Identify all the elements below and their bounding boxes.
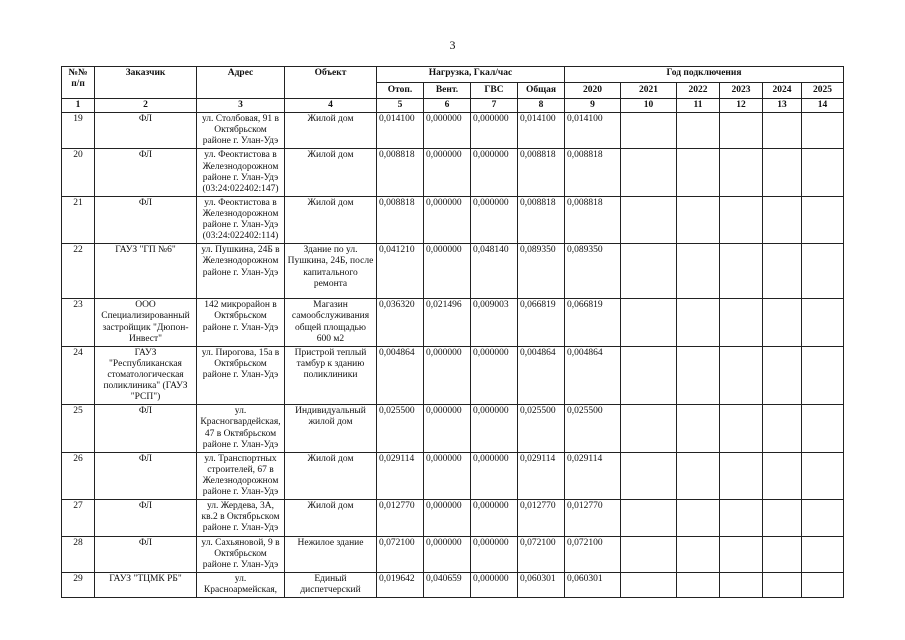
object-cell: Жилой дом (285, 113, 377, 149)
customer-cell: ФЛ (95, 452, 197, 499)
column-number: 6 (424, 99, 471, 113)
header-year-col: 2024 (763, 83, 802, 99)
empty-year-cell (802, 536, 844, 572)
empty-year-cell (720, 452, 763, 499)
object-cell: Здание по ул. Пушкина, 24Б, после капитального ремонта (285, 244, 377, 299)
address-cell: ул. Жердева, 3А, кв.2 в Октябрьском районе г. Улан-Удэ (197, 500, 285, 536)
load-total-cell: 0,008818 (518, 196, 565, 243)
column-number: 12 (720, 99, 763, 113)
customer-cell: ФЛ (95, 149, 197, 196)
empty-year-cell (802, 572, 844, 597)
row-number: 26 (62, 452, 95, 499)
row-number: 27 (62, 500, 95, 536)
load-hot-water-cell: 0,000000 (471, 149, 518, 196)
connection-table (61, 66, 844, 598)
customer-cell: ФЛ (95, 500, 197, 536)
empty-year-cell (802, 405, 844, 452)
empty-year-cell (621, 244, 677, 299)
empty-year-cell (763, 536, 802, 572)
load-ventilation-cell: 0,000000 (424, 244, 471, 299)
load-hot-water-cell: 0,009003 (471, 299, 518, 346)
load-hot-water-cell: 0,000000 (471, 113, 518, 149)
object-cell: Жилой дом (285, 500, 377, 536)
object-cell: Единый диспетчерский (285, 572, 377, 597)
empty-year-cell (763, 500, 802, 536)
load-hot-water-cell: 0,000000 (471, 452, 518, 499)
load-ventilation-cell: 0,000000 (424, 149, 471, 196)
empty-year-cell (621, 299, 677, 346)
address-cell: ул. Красноармейская, (197, 572, 285, 597)
empty-year-cell (763, 572, 802, 597)
header-year-col: 2021 (621, 83, 677, 99)
empty-year-cell (677, 299, 720, 346)
object-cell: Пристрой теплый тамбур к зданию поликлиники (285, 346, 377, 405)
empty-year-cell (720, 149, 763, 196)
load-heating-cell: 0,004864 (377, 346, 424, 405)
column-number: 13 (763, 99, 802, 113)
header-load-col: Вент. (424, 83, 471, 99)
address-cell: 142 микрорайон в Октябрьском районе г. Улан-Удэ (197, 299, 285, 346)
empty-year-cell (763, 113, 802, 149)
load-ventilation-cell: 0,021496 (424, 299, 471, 346)
year-2020-cell: 0,008818 (565, 149, 621, 196)
object-cell: Жилой дом (285, 149, 377, 196)
empty-year-cell (720, 346, 763, 405)
empty-year-cell (720, 405, 763, 452)
empty-year-cell (720, 196, 763, 243)
year-2020-cell: 0,072100 (565, 536, 621, 572)
table-header (62, 67, 844, 113)
address-cell: ул. Красногвардейская, 47 в Октябрьском районе г. Улан-Удэ (197, 405, 285, 452)
object-cell: Нежилое здание (285, 536, 377, 572)
address-cell: ул. Феоктистова в Железнодорожном районе г. Улан-Удэ (03:24:022402:114) (197, 196, 285, 243)
row-number: 20 (62, 149, 95, 196)
load-ventilation-cell: 0,000000 (424, 536, 471, 572)
column-number: 1 (62, 99, 95, 113)
table-row (62, 299, 844, 346)
column-number: 7 (471, 99, 518, 113)
empty-year-cell (621, 196, 677, 243)
table-row (62, 196, 844, 243)
empty-year-cell (802, 452, 844, 499)
column-number: 14 (802, 99, 844, 113)
empty-year-cell (677, 149, 720, 196)
empty-year-cell (621, 500, 677, 536)
table-row (62, 149, 844, 196)
empty-year-cell (802, 196, 844, 243)
table-row (62, 244, 844, 299)
header-num: №№ п/п (62, 67, 95, 99)
column-number: 2 (95, 99, 197, 113)
load-total-cell: 0,066819 (518, 299, 565, 346)
object-cell: Магазин самообслуживания общей площадью 600 м2 (285, 299, 377, 346)
empty-year-cell (802, 113, 844, 149)
empty-year-cell (621, 149, 677, 196)
load-total-cell: 0,025500 (518, 405, 565, 452)
load-hot-water-cell: 0,000000 (471, 536, 518, 572)
load-ventilation-cell: 0,000000 (424, 405, 471, 452)
load-heating-cell: 0,041210 (377, 244, 424, 299)
load-ventilation-cell: 0,000000 (424, 346, 471, 405)
load-hot-water-cell: 0,000000 (471, 346, 518, 405)
load-hot-water-cell: 0,000000 (471, 572, 518, 597)
load-total-cell: 0,012770 (518, 500, 565, 536)
empty-year-cell (720, 244, 763, 299)
empty-year-cell (802, 500, 844, 536)
load-total-cell: 0,029114 (518, 452, 565, 499)
empty-year-cell (621, 572, 677, 597)
header-year-col: 2022 (677, 83, 720, 99)
year-2020-cell: 0,012770 (565, 500, 621, 536)
empty-year-cell (621, 346, 677, 405)
empty-year-cell (763, 244, 802, 299)
empty-year-cell (720, 299, 763, 346)
header-customer: Заказчик (95, 67, 197, 99)
column-number: 10 (621, 99, 677, 113)
load-total-cell: 0,004864 (518, 346, 565, 405)
customer-cell: ООО Специализированный застройщик "Дюпон-Инвест" (95, 299, 197, 346)
year-2020-cell: 0,060301 (565, 572, 621, 597)
table-row (62, 500, 844, 536)
load-ventilation-cell: 0,000000 (424, 113, 471, 149)
header-load-col: Отоп. (377, 83, 424, 99)
empty-year-cell (677, 244, 720, 299)
empty-year-cell (720, 536, 763, 572)
address-cell: ул. Феоктистова в Железнодорожном районе г. Улан-Удэ (03:24:022402:147) (197, 149, 285, 196)
table-row (62, 572, 844, 597)
empty-year-cell (802, 299, 844, 346)
empty-year-cell (763, 452, 802, 499)
column-number: 3 (197, 99, 285, 113)
header-year-col: 2020 (565, 83, 621, 99)
empty-year-cell (720, 113, 763, 149)
load-heating-cell: 0,072100 (377, 536, 424, 572)
empty-year-cell (621, 452, 677, 499)
row-number: 19 (62, 113, 95, 149)
customer-cell: ГАУЗ "ТЦМК РБ" (95, 572, 197, 597)
empty-year-cell (677, 572, 720, 597)
page-number: 3 (449, 38, 456, 52)
empty-year-cell (763, 405, 802, 452)
row-number: 23 (62, 299, 95, 346)
load-total-cell: 0,072100 (518, 536, 565, 572)
object-cell: Индивидуальный жилой дом (285, 405, 377, 452)
header-year-col: 2023 (720, 83, 763, 99)
load-total-cell: 0,008818 (518, 149, 565, 196)
customer-cell: ФЛ (95, 113, 197, 149)
header-load-col: Общая (518, 83, 565, 99)
load-total-cell: 0,014100 (518, 113, 565, 149)
table-row (62, 452, 844, 499)
customer-cell: ГАУЗ "ГП №6" (95, 244, 197, 299)
address-cell: ул. Пирогова, 15а в Октябрьском районе г. Улан-Удэ (197, 346, 285, 405)
load-hot-water-cell: 0,048140 (471, 244, 518, 299)
load-heating-cell: 0,012770 (377, 500, 424, 536)
header-address: Адрес (197, 67, 285, 99)
year-2020-cell: 0,008818 (565, 196, 621, 243)
column-number: 9 (565, 99, 621, 113)
row-number: 29 (62, 572, 95, 597)
load-ventilation-cell: 0,000000 (424, 500, 471, 536)
year-2020-cell: 0,004864 (565, 346, 621, 405)
header-object: Объект (285, 67, 377, 99)
year-2020-cell: 0,029114 (565, 452, 621, 499)
row-number: 24 (62, 346, 95, 405)
load-hot-water-cell: 0,000000 (471, 500, 518, 536)
load-heating-cell: 0,008818 (377, 149, 424, 196)
load-total-cell: 0,089350 (518, 244, 565, 299)
year-2020-cell: 0,089350 (565, 244, 621, 299)
table-row (62, 113, 844, 149)
load-heating-cell: 0,025500 (377, 405, 424, 452)
empty-year-cell (677, 196, 720, 243)
address-cell: ул. Столбовая, 91 в Октябрьском районе г. Улан-Удэ (197, 113, 285, 149)
object-cell: Жилой дом (285, 196, 377, 243)
load-ventilation-cell: 0,000000 (424, 196, 471, 243)
load-heating-cell: 0,036320 (377, 299, 424, 346)
empty-year-cell (677, 346, 720, 405)
load-hot-water-cell: 0,000000 (471, 405, 518, 452)
empty-year-cell (763, 299, 802, 346)
empty-year-cell (802, 244, 844, 299)
year-2020-cell: 0,014100 (565, 113, 621, 149)
header-load: Нагрузка, Гкал/час (377, 67, 565, 83)
table-row (62, 405, 844, 452)
row-number: 25 (62, 405, 95, 452)
column-number: 11 (677, 99, 720, 113)
empty-year-cell (677, 536, 720, 572)
empty-year-cell (763, 196, 802, 243)
load-heating-cell: 0,019642 (377, 572, 424, 597)
year-2020-cell: 0,066819 (565, 299, 621, 346)
load-ventilation-cell: 0,040659 (424, 572, 471, 597)
empty-year-cell (621, 405, 677, 452)
load-heating-cell: 0,008818 (377, 196, 424, 243)
customer-cell: ФЛ (95, 196, 197, 243)
header-load-col: ГВС (471, 83, 518, 99)
column-number: 4 (285, 99, 377, 113)
column-number: 8 (518, 99, 565, 113)
header-year-col: 2025 (802, 83, 844, 99)
column-number: 5 (377, 99, 424, 113)
empty-year-cell (621, 536, 677, 572)
table-row (62, 346, 844, 405)
address-cell: ул. Сахьяновой, 9 в Октябрьском районе г. Улан-Удэ (197, 536, 285, 572)
address-cell: ул. Пушкина, 24Б в Железнодорожном районе г. Улан-Удэ (197, 244, 285, 299)
empty-year-cell (763, 149, 802, 196)
load-total-cell: 0,060301 (518, 572, 565, 597)
empty-year-cell (677, 500, 720, 536)
empty-year-cell (802, 149, 844, 196)
empty-year-cell (677, 113, 720, 149)
address-cell: ул. Транспортных строителей, 67 в Железнодорожном районе г. Улан-Удэ (197, 452, 285, 499)
empty-year-cell (677, 452, 720, 499)
customer-cell: ГАУЗ "Республиканская стоматологическая поликлиника" (ГАУЗ "РСП") (95, 346, 197, 405)
customer-cell: ФЛ (95, 405, 197, 452)
header-year: Год подключения (565, 67, 844, 83)
customer-cell: ФЛ (95, 536, 197, 572)
load-heating-cell: 0,029114 (377, 452, 424, 499)
load-heating-cell: 0,014100 (377, 113, 424, 149)
row-number: 21 (62, 196, 95, 243)
row-number: 22 (62, 244, 95, 299)
table-row (62, 536, 844, 572)
empty-year-cell (802, 346, 844, 405)
empty-year-cell (621, 113, 677, 149)
table-body (62, 113, 844, 598)
empty-year-cell (763, 346, 802, 405)
load-hot-water-cell: 0,000000 (471, 196, 518, 243)
row-number: 28 (62, 536, 95, 572)
empty-year-cell (677, 405, 720, 452)
year-2020-cell: 0,025500 (565, 405, 621, 452)
object-cell: Жилой дом (285, 452, 377, 499)
empty-year-cell (720, 572, 763, 597)
load-ventilation-cell: 0,000000 (424, 452, 471, 499)
empty-year-cell (720, 500, 763, 536)
